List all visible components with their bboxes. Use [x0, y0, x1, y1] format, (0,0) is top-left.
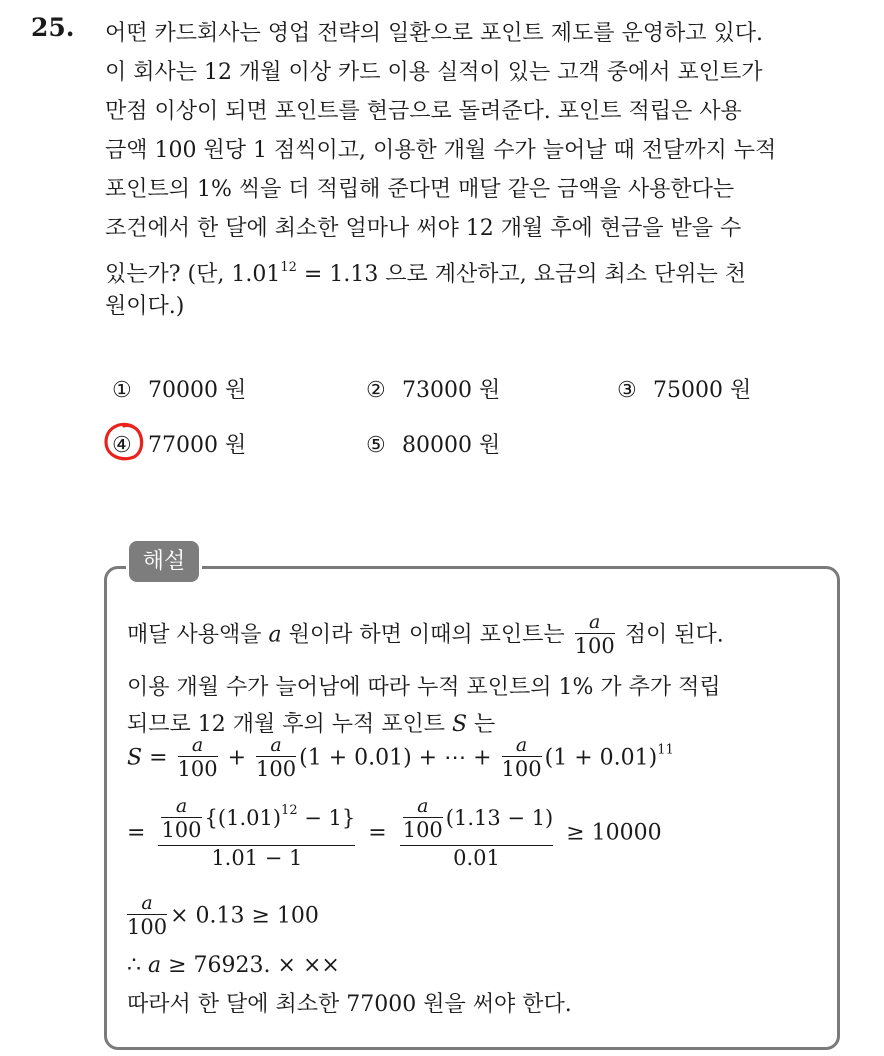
solution-line-2: 이용 개월 수가 늘어남에 따라 누적 포인트의 1% 가 추가 적립: [127, 675, 721, 700]
denominator: 100: [161, 818, 202, 842]
numerator-text: {(1.01): [204, 806, 282, 830]
denominator: 100: [127, 915, 168, 939]
solution-line-3: [127, 707, 495, 738]
fraction: [502, 735, 542, 782]
question-text: [105, 14, 865, 326]
numerator: a: [191, 734, 204, 756]
choice-1[interactable]: [112, 373, 246, 404]
numerator-text: (1.13 − 1): [445, 806, 554, 830]
fraction: [161, 796, 201, 843]
numerator: a: [515, 734, 528, 756]
numerator: a: [175, 795, 188, 817]
solution-line-1: [127, 612, 724, 659]
big-fraction: [400, 796, 554, 871]
therefore-symbol: ∴: [127, 953, 141, 978]
choice-text: 73000 원: [402, 378, 501, 403]
big-denominator: 0.01: [453, 846, 500, 870]
solution-text: 매달 사용액을: [127, 622, 269, 648]
denominator: 100: [402, 818, 443, 842]
fraction: [575, 612, 615, 659]
choice-3[interactable]: [617, 373, 751, 404]
question-line: 원이다.): [105, 294, 185, 319]
denominator: 100: [177, 757, 218, 781]
question-line: 금액 100 원당 1 점씩이고, 이용한 개월 수가 늘어날 때 전달까지 누적: [105, 138, 777, 163]
line7-text: 있는가? (단, 1.01: [105, 262, 281, 287]
plus: +: [220, 745, 254, 771]
equals: =: [127, 820, 146, 846]
denominator: 100: [256, 757, 297, 781]
choice-number: ①: [112, 378, 132, 403]
solution-text: 점이 된다.: [617, 622, 724, 648]
big-numerator: [400, 796, 554, 843]
choice-number: ③: [617, 378, 637, 403]
equals: =: [149, 745, 175, 771]
variable-S: S: [127, 745, 143, 771]
choice-number: ④: [112, 433, 132, 458]
question-line: 어떤 카드회사는 영업 전략의 일환으로 포인트 제도를 운영하고 있다.: [105, 21, 763, 46]
variable-a: a: [148, 953, 162, 978]
solution-tab: 해설: [126, 538, 202, 585]
solution-text: 는: [467, 712, 496, 737]
question-line: 이 회사는 12 개월 이상 카드 이용 실적이 있는 고객 중에서 포인트가: [105, 60, 763, 85]
inequality: ≥ 10000: [566, 820, 662, 846]
denominator: 100: [574, 634, 615, 658]
denominator: 100: [501, 757, 542, 781]
question-line: 포인트의 1% 씩을 더 적립해 준다면 매달 같은 금액을 사용한다는: [105, 177, 735, 202]
question-line: [105, 248, 865, 287]
solution-line-4: [127, 735, 674, 782]
numerator: a: [270, 734, 282, 756]
choice-5[interactable]: [366, 428, 500, 459]
choice-text: 75000 원: [653, 378, 752, 403]
solution-line-5: [127, 796, 662, 871]
variable-S: S: [451, 712, 468, 737]
numerator: a: [417, 795, 429, 817]
numerator: a: [589, 611, 601, 633]
numerator: a: [141, 892, 153, 914]
choice-2[interactable]: [366, 373, 500, 404]
fraction: [178, 735, 218, 782]
numerator-text: − 1}: [297, 806, 356, 830]
inequality: ≥ 76923. × ××: [161, 953, 340, 978]
equals: =: [368, 820, 387, 846]
exponent: 11: [657, 742, 674, 758]
choice-text: 77000 원: [148, 433, 247, 458]
solution-conclusion: 따라서 한 달에 최소한 77000 원을 써야 한다.: [127, 992, 572, 1017]
fraction: [127, 893, 167, 940]
series-text: (1 + 0.01) + ⋯ +: [299, 745, 499, 771]
big-numerator: [158, 796, 355, 843]
line7-text-rest: = 1.13 으로 계산하고, 요금의 최소 단위는 천: [296, 262, 747, 287]
big-fraction: [158, 796, 355, 871]
choice-text: 80000 원: [402, 433, 501, 458]
question-line: 만점 이상이 되면 포인트를 현금으로 돌려준다. 포인트 적립은 사용: [105, 99, 742, 124]
answer-circle-mark: [102, 420, 146, 464]
inequality: × 0.13 ≥ 100: [170, 903, 319, 929]
solution-line-7: [127, 953, 340, 978]
solution-text: 되므로 12 개월 후의 누적 포인트: [127, 712, 452, 737]
variable-a: a: [268, 622, 282, 648]
question-number: 25.: [31, 13, 75, 42]
series-text: (1 + 0.01): [544, 745, 658, 771]
exponent: 12: [280, 260, 297, 275]
choice-text: 70000 원: [148, 378, 247, 403]
choice-number: ⑤: [366, 433, 386, 458]
question-line: 조건에서 한 달에 최소한 얼마나 써야 12 개월 후에 현금을 받을 수: [105, 216, 742, 241]
solution-text: 원이라 하면 이때의 포인트는: [281, 622, 572, 648]
choice-number: ②: [366, 378, 386, 403]
solution-line-6: [127, 893, 319, 940]
fraction: [256, 735, 296, 782]
big-denominator: 1.01 − 1: [211, 846, 303, 870]
exponent: 12: [281, 803, 298, 818]
fraction: [403, 796, 443, 843]
